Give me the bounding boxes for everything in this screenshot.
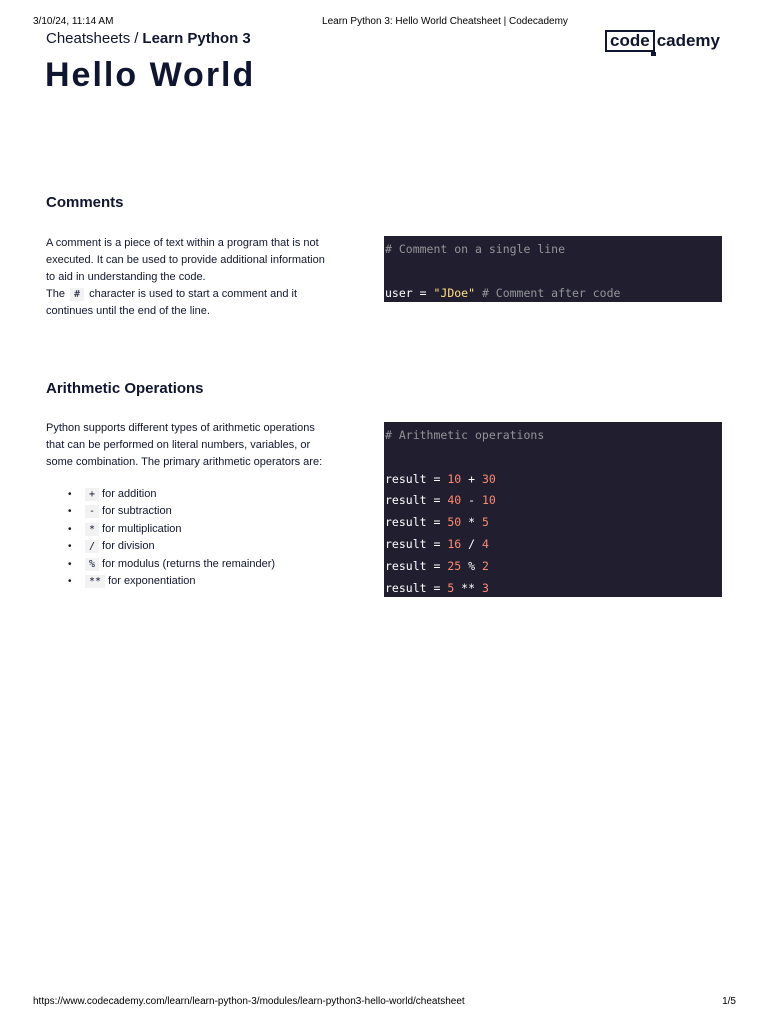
- code-number: 30: [481, 471, 496, 486]
- breadcrumb-learn-python-link[interactable]: Learn Python 3: [142, 30, 251, 47]
- code-number: 25: [447, 558, 462, 573]
- comments-desc-line2-before: The: [46, 288, 65, 300]
- code-var: result =: [385, 471, 448, 486]
- page-title: Hello World: [45, 56, 256, 94]
- code-line: [384, 469, 722, 491]
- logo-code-box: code: [605, 30, 655, 52]
- list-item: [70, 573, 275, 590]
- operator-code: -: [85, 505, 99, 518]
- code-number: 2: [481, 558, 489, 573]
- operator-text: for addition: [102, 488, 157, 500]
- code-string: "JDoe": [433, 285, 476, 300]
- arithmetic-code-block[interactable]: [384, 422, 722, 597]
- comments-description: [46, 235, 336, 320]
- code-var: result =: [385, 536, 448, 551]
- code-line: [384, 283, 722, 305]
- comments-code-block[interactable]: [384, 236, 722, 302]
- code-number: 5: [447, 580, 455, 595]
- code-number: 40: [447, 493, 462, 508]
- comments-desc-line1: A comment is a piece of text within a program that is not executed. It can be used to provide additional information to aid in understanding the code.: [46, 237, 325, 283]
- operator-text: for division: [102, 540, 155, 553]
- code-operator: *: [461, 515, 482, 530]
- code-number: 5: [481, 515, 489, 530]
- operator-text: for modulus (returns the remainder): [102, 557, 276, 570]
- breadcrumb-cheatsheets-link[interactable]: Cheatsheets: [46, 30, 131, 47]
- code-line: [384, 534, 722, 556]
- code-line: [384, 556, 722, 578]
- operator-text: for subtraction: [102, 505, 172, 518]
- code-var: user =: [385, 285, 434, 300]
- print-doc-title: Learn Python 3: Hello World Cheatsheet | Codecademy: [322, 16, 568, 27]
- code-number: 3: [481, 580, 489, 595]
- code-line: # Comment on a single line: [385, 242, 566, 256]
- code-operator: +: [461, 471, 482, 486]
- code-line: # Arithmetic operations: [385, 428, 545, 442]
- code-number: 50: [447, 515, 462, 530]
- code-operator: **: [454, 580, 482, 595]
- operator-code: **: [85, 575, 105, 588]
- code-line: [384, 512, 722, 534]
- operator-code: *: [85, 523, 99, 536]
- codecademy-logo[interactable]: [605, 30, 720, 52]
- print-header: [0, 16, 768, 30]
- list-item: [70, 538, 275, 555]
- breadcrumb-separator: /: [134, 30, 139, 47]
- code-operator: /: [461, 536, 482, 551]
- code-operator: -: [461, 493, 482, 508]
- code-var: result =: [385, 558, 448, 573]
- code-var: result =: [385, 493, 448, 508]
- list-item: [70, 486, 275, 503]
- operator-text: for exponentiation: [108, 575, 196, 588]
- operator-code: /: [85, 540, 99, 553]
- code-operator: %: [461, 558, 482, 573]
- operator-code: +: [85, 488, 99, 501]
- page-number: 1/5: [722, 996, 736, 1007]
- section-title-arithmetic: Arithmetic Operations: [46, 380, 204, 397]
- print-date: 3/10/24, 11:14 AM: [33, 16, 114, 27]
- hash-inline-code: #: [70, 288, 84, 301]
- code-line: [384, 490, 722, 512]
- code-line: [384, 578, 722, 600]
- code-number: 4: [481, 536, 489, 551]
- operator-list: [70, 486, 275, 590]
- code-number: 16: [447, 536, 462, 551]
- print-url: https://www.codecademy.com/learn/learn-python-3/modules/learn-python3-hello-world/cheatsheet: [33, 996, 465, 1007]
- code-line-blank: [384, 261, 722, 283]
- code-comment: # Comment after code: [475, 285, 621, 300]
- breadcrumb: [46, 30, 251, 47]
- logo-cademy-text: cademy: [656, 31, 721, 50]
- code-var: result =: [385, 580, 448, 595]
- comments-desc-line2-after: character is used to start a comment and it continues until the end of the line.: [46, 288, 297, 317]
- arithmetic-description: Python supports different types of arithmetic operations that can be performed on literal numbers, variables, or some combination. The primary arithmetic operators are:: [46, 422, 323, 468]
- code-line-blank: [384, 447, 722, 469]
- section-title-comments: Comments: [46, 194, 124, 211]
- operator-text: for multiplication: [102, 522, 182, 535]
- list-item: [70, 521, 275, 538]
- code-number: 10: [481, 493, 496, 508]
- code-var: result =: [385, 515, 448, 530]
- code-number: 10: [447, 471, 462, 486]
- list-item: [70, 503, 275, 520]
- operator-code: %: [85, 558, 99, 571]
- list-item: [70, 556, 275, 573]
- print-footer: [0, 996, 768, 1010]
